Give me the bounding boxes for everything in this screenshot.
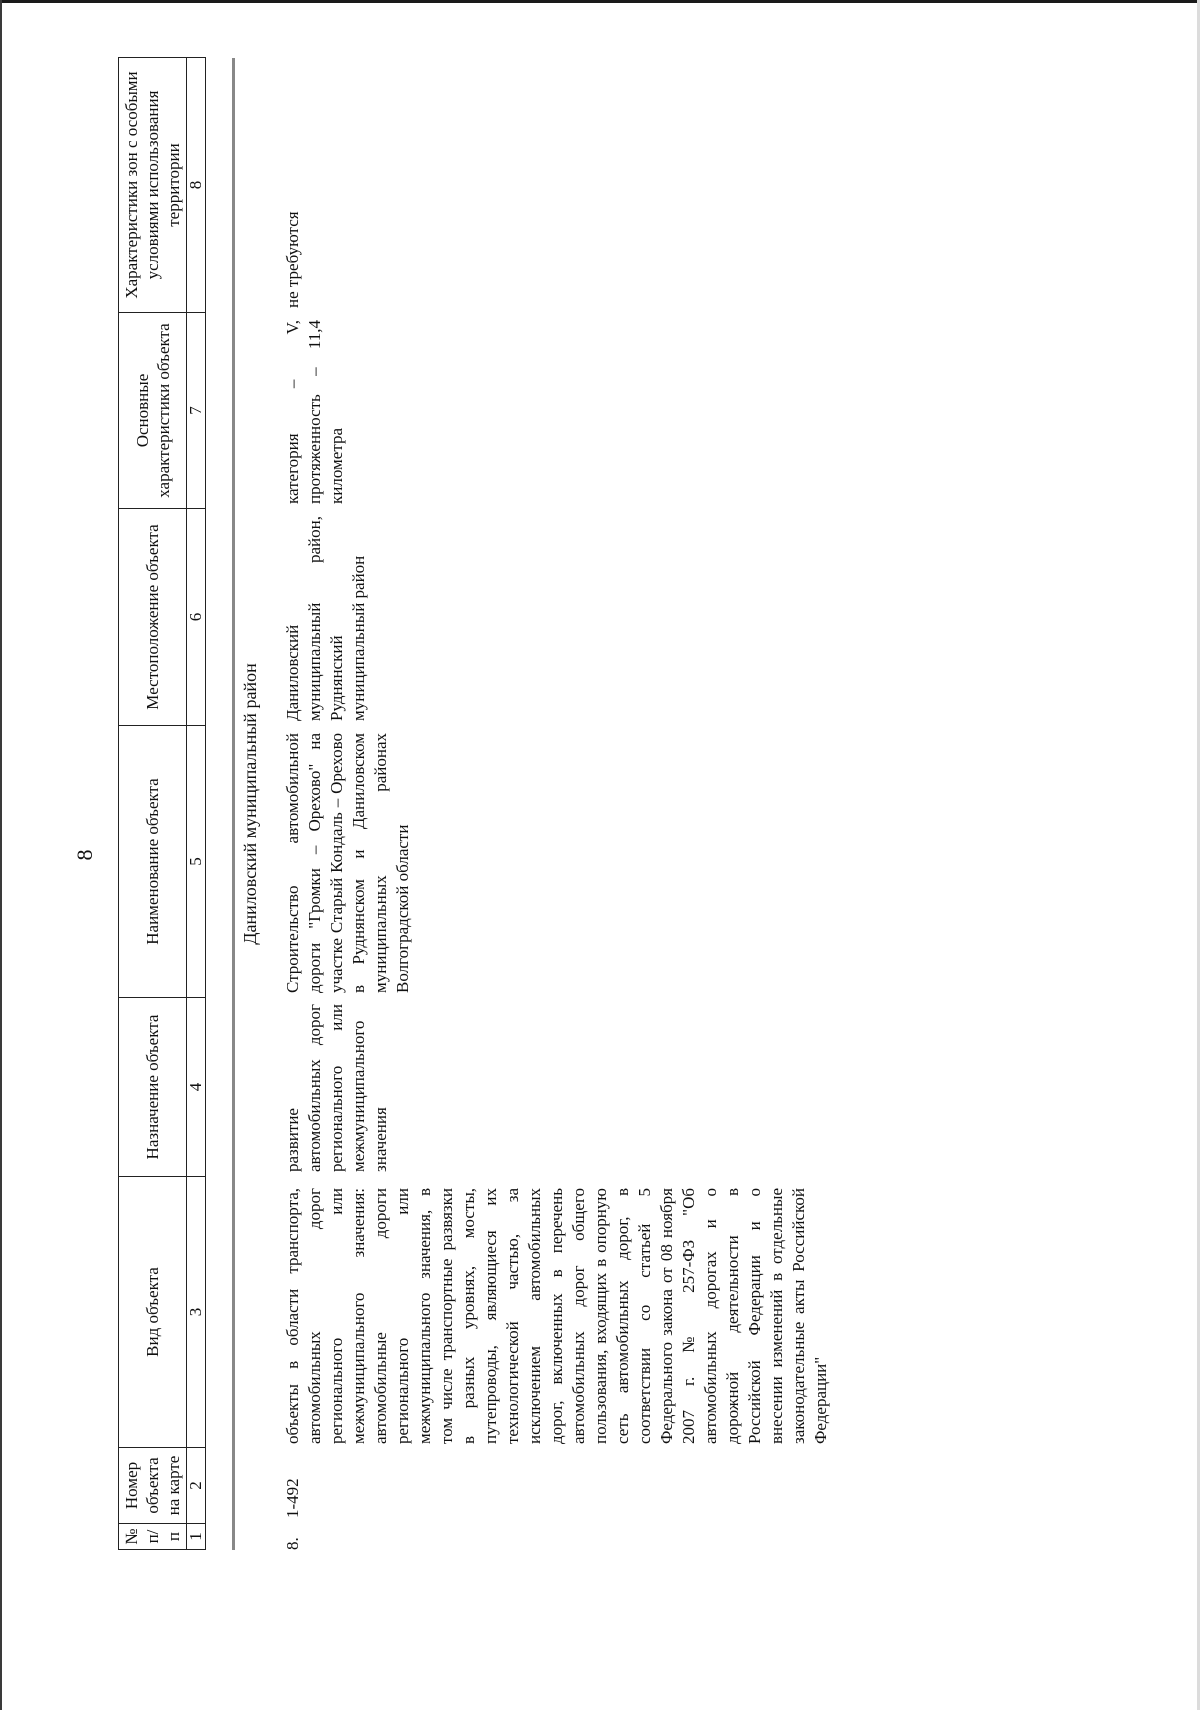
row-characteristics: категория – V, протяженность – 11,4 километра bbox=[283, 320, 346, 504]
column-number: 6 bbox=[187, 509, 206, 726]
column-number: 3 bbox=[187, 1177, 206, 1448]
header-zones: Характеристики зон с особыми условиями использования территории bbox=[119, 58, 187, 313]
column-number: 8 bbox=[187, 58, 206, 313]
header-location: Местоположение объекта bbox=[119, 509, 187, 726]
row-number: 8. bbox=[283, 1537, 302, 1550]
header-object-type: Вид объекта bbox=[119, 1177, 187, 1448]
column-number: 4 bbox=[187, 998, 206, 1177]
row-purpose: развитие автомобильных дорог регионального или межмуниципального значения bbox=[283, 1004, 390, 1172]
table-bottom-border bbox=[232, 58, 235, 1550]
column-number: 7 bbox=[187, 313, 206, 509]
row-zones: не требуются bbox=[283, 211, 302, 308]
header-map-number: Номер объекта на карте bbox=[119, 1448, 187, 1524]
row-object-type: объекты в области транспорта, автомобильных дорог регионального или межмуниципального значения: автомобильные дороги регионального или межмуниципального значения, в том числе транспортные развязки в разных уровнях, мосты, путепроводы, являющиеся их технологической частью, за исключением автомобильных дорог, включенных в перечень автомобильных дорог общего пользования, входящих в опорную сеть автомобильных дорог, в соответствии со статьей 5 Федерального закона от 08 ноября 2007 г. № 257-ФЗ "Об автомобильных дорогах и о дорожной деятельности в Российской Федерации и о внесении изменений в отдельные законодательные акты Российской Федерации" bbox=[283, 1188, 830, 1444]
section-title: Даниловский муниципальный район bbox=[240, 663, 260, 945]
header-characteristics: Основные характеристики объекта bbox=[119, 313, 187, 509]
column-number: 1 bbox=[187, 1524, 206, 1550]
column-number: 2 bbox=[187, 1448, 206, 1524]
row-name: Строительство автомобильной дороги "Громки – Орехово" на участке Старый Кондаль – Орехово в Руднянском и Даниловском муниципальных районах Волгоградской области bbox=[283, 733, 412, 993]
page-number: 8 bbox=[72, 849, 97, 861]
column-number: 5 bbox=[187, 726, 206, 998]
header-num: № п/п bbox=[119, 1524, 187, 1550]
registry-table-header bbox=[118, 57, 206, 1550]
header-purpose: Назначение объекта bbox=[119, 998, 187, 1177]
header-name: Наименование объекта bbox=[119, 726, 187, 998]
row-map-number: 1-492 bbox=[283, 1478, 302, 1518]
row-location: Даниловский муниципальный район, Руднянский муниципальный район bbox=[283, 516, 368, 721]
